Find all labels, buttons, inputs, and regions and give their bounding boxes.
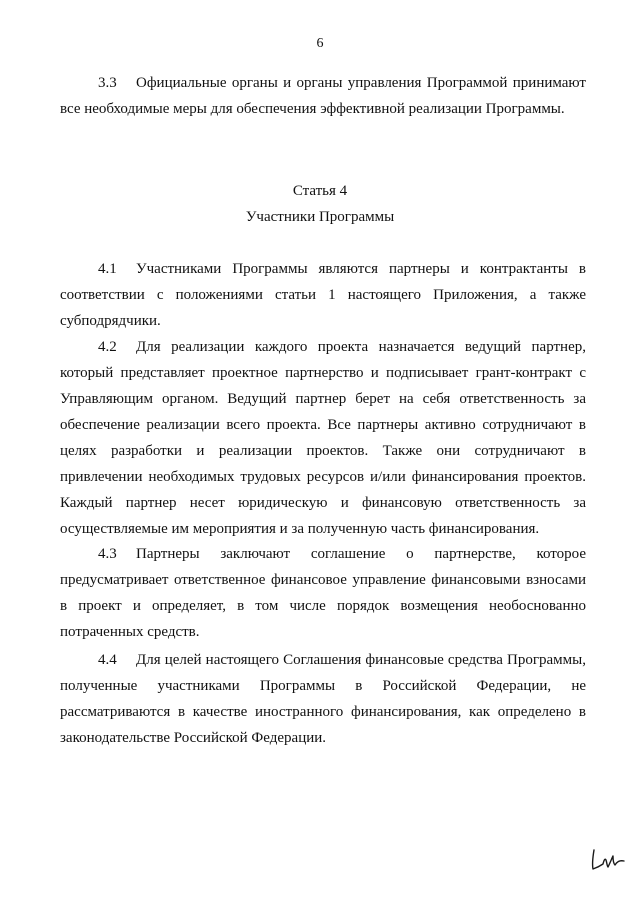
page-number: 6 bbox=[316, 36, 324, 51]
article-subtitle: Участники Программы bbox=[245, 209, 395, 225]
section-3-3 bbox=[60, 70, 586, 122]
paragraph-number: 4.3 bbox=[98, 546, 117, 562]
paragraph-number: 4.4 bbox=[98, 652, 117, 668]
paragraph-4-4 bbox=[60, 647, 586, 751]
paragraph-text: Для целей настоящего Соглашения финансовые средства Программы, полученные участниками Программы в Российской Федерации, не рассматриваются в качестве иностранного финансирования, как определено в законодательстве Российской Федерации. bbox=[60, 652, 586, 746]
paragraph-text: Партнеры заключают соглашение о партнерстве, которое предусматривает ответственное финансовое управление финансовыми взносами в проект и определяет, в том числе порядок возмещения необоснованно потраченных средств. bbox=[60, 546, 586, 640]
section-text: Официальные органы и органы управления Программой принимают все необходимые меры для обеспечения эффективной реализации Программы. bbox=[60, 75, 586, 117]
paragraph-4-3 bbox=[60, 541, 586, 645]
paragraph-4-2 bbox=[60, 334, 586, 542]
handwritten-initials-signature bbox=[588, 846, 628, 874]
paragraph-number: 4.2 bbox=[98, 339, 117, 355]
paragraph-number: 4.1 bbox=[98, 261, 117, 277]
section-number: 3.3 bbox=[98, 75, 117, 91]
paragraph-4-1 bbox=[60, 256, 586, 334]
article-title: Статья 4 bbox=[292, 183, 348, 199]
paragraph-text: Для реализации каждого проекта назначается ведущий партнер, который представляет проектное партнерство и подписывает грант-контракт с Управляющим органом. Ведущий партнер берет на себя ответственность за обеспечение реализации всего проекта. Все партнеры активно сотрудничают в целях разработки и реализации проектов. Также они сотрудничают в привлечении необходимых трудовых ресурсов и/или финансирования проектов. Каждый партнер несет юридическую и финансовую ответственность за осуществляемые им мероприятия и за полученную часть финансирования. bbox=[60, 339, 586, 537]
paragraph-text: Участниками Программы являются партнеры и контрактанты в соответствии с положениями статьи 1 настоящего Приложения, а также субподрядчики. bbox=[60, 261, 586, 329]
